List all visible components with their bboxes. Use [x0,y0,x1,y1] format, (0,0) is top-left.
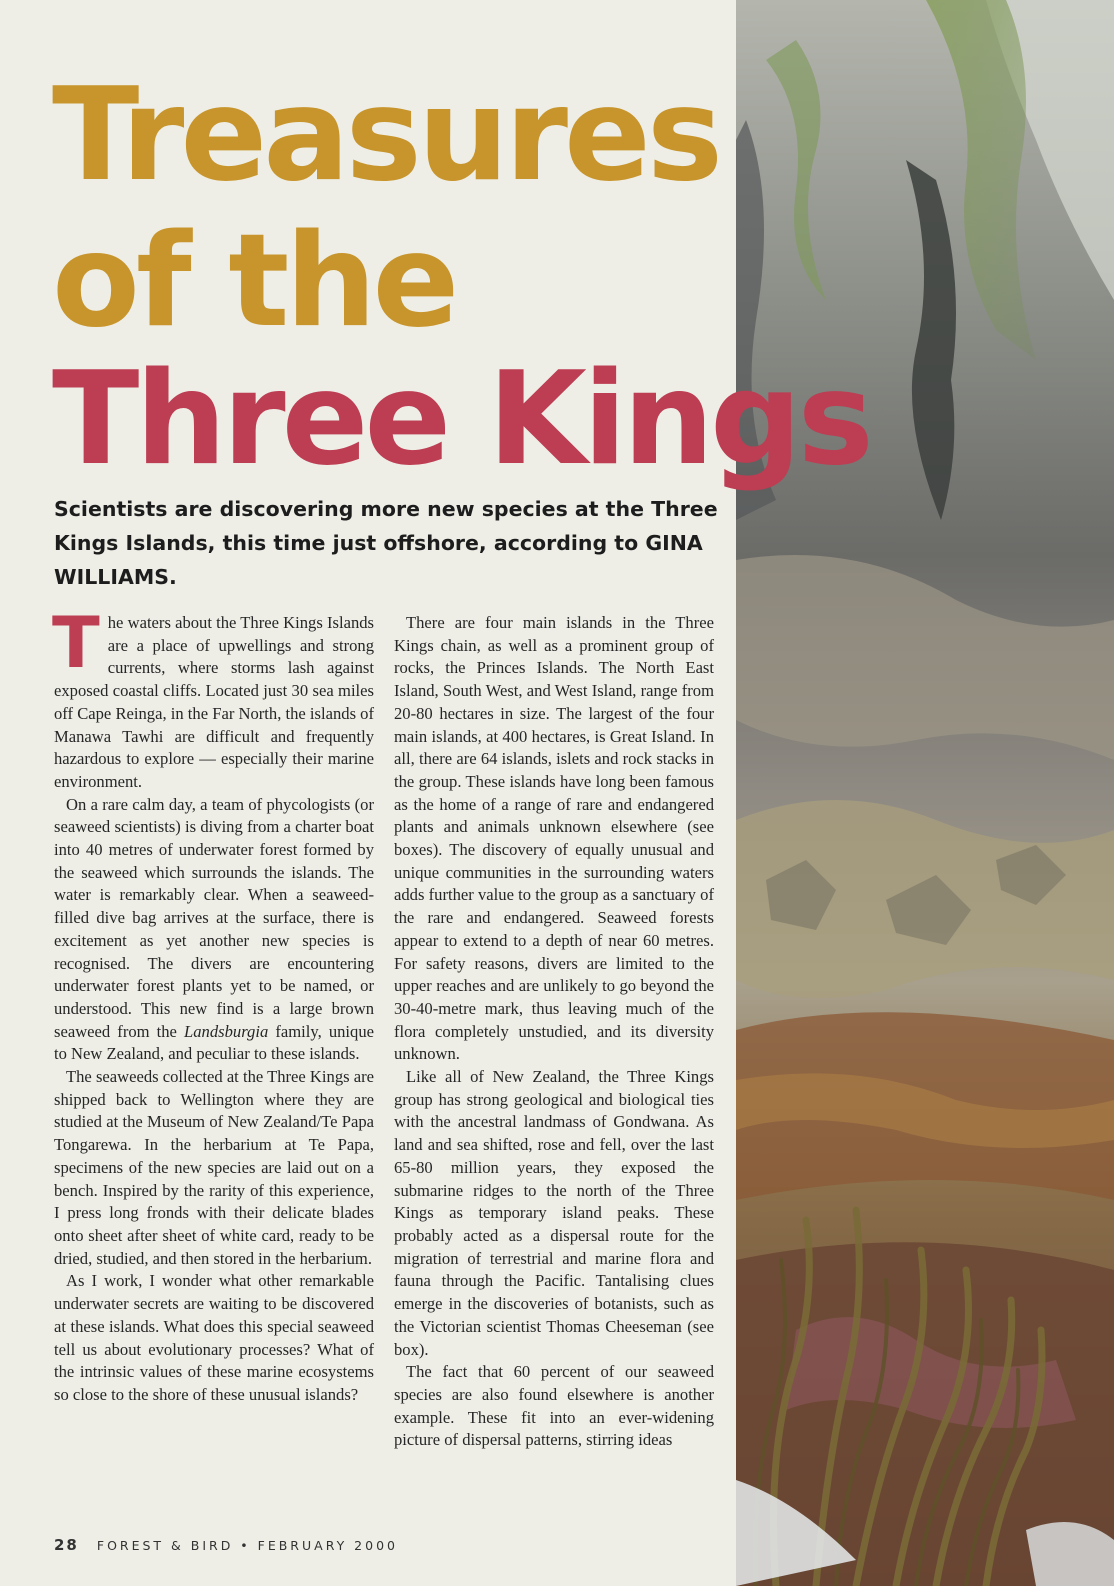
coastal-rock-seaweed-photo [736,0,1114,1586]
article-column-1 [52,602,375,1407]
genus-name: Landsburgia [184,1021,269,1041]
paragraph [54,794,374,1066]
article-deck: Scientists are discovering more new species at the Three Kings Islands, this time just offshore, according to GINA WILLIAMS. [54,497,718,589]
paragraph-text: On a rare calm day, a team of phycologists (or seaweed scientists) is diving from a charter boat into 40 metres of underwater forest formed by the seaweed which surrounds the islands. The water is remarkably clear. When a seaweed-filled dive bag arrives at the surface, there is excitement as yet another new species is recognised. The divers are encountering underwater forest plants yet to be named, or understood. This new find is a large brown seaweed from the [54,794,374,1041]
paragraph [52,602,374,794]
publication-info: FOREST & BIRD • FEBRUARY 2000 [96,1538,398,1553]
paragraph: There are four main islands in the Three Kings chain, as well as a prominent group of rocks, the Princes Islands. The North East Island, South West, and West Island, range from 20-80 hectares in size. The largest of the four main islands, at 400 hectares, is Great Island. In all, there are 64 islands, islets and rock stacks in the group. These islands have long been famous as the home of a range of rare and endangered plants and animals unknown elsewhere (see boxes). The discovery of equally unusual and unique communities in the surrounding waters adds further value to the group as a sanctuary of the rare and endangered. Seaweed forests appear to extend to a depth of near 60 metres. For safety reasons, divers are limited to the upper reaches and are unlikely to go beyond the 30-40-metre mark, thus leaving much of the flora completely unstudied, and its diversity unknown. [394,613,714,1064]
paragraph: The fact that 60 percent of our seaweed species are also found elsewhere is another example. These fit into an ever-widening picture of dispersal patterns, stirring ideas [394,1362,714,1450]
article-column-2 [394,612,714,1452]
paragraph-text: he waters about the Three Kings Islands are a place of upwellings and strong currents, where storms lash against exposed coastal cliffs. Located just 30 sea miles off Cape Reinga, in the Far North, the islands of Manawa Tawhi are difficult and frequently hazardous to explore — especially their marine environment. [54,613,374,791]
page-footer [54,1536,398,1554]
title-line-of-the: of the [52,207,456,356]
drop-cap: T [52,602,100,684]
paragraph: Like all of New Zealand, the Three Kings group has strong geological and biological ties with the ancestral landmass of Gondwana. As land and sea shifted, rose and fell, over the last 65-80 million years, they exposed the submarine ridges to the north of the Three Kings as temporary island peaks. These probably acted as a dispersal route for the migration of terrestrial and marine flora and fauna through the Pacific. Tantalising clues emerge in the discoveries of botanists, such as the Victorian scientist Thomas Cheeseman (see box). [394,1067,714,1359]
paragraph: The seaweeds collected at the Three Kings are shipped back to Wellington where they are studied at the Museum of New Zealand/Te Papa Tongarewa. In the herbarium at Te Papa, specimens of the new species are laid out on a bench. Inspired by the rarity of this experience, I press long fronds with their delicate blades onto sheet after sheet of white card, ready to be dried, studied, and then stored in the herbarium. [54,1067,374,1268]
paragraph-text: family, unique to New Zealand, and peculiar to these islands. [54,1021,375,1064]
paragraph: As I work, I wonder what other remarkable underwater secrets are waiting to be discovered at these islands. What does this special seaweed tell us about evolutionary processes? What of the intrinsic values of these marine ecosystems so close to the shore of these unusual islands? [54,1271,374,1404]
title-line-three-kings: Three Kings [52,345,870,494]
page-number: 28 [54,1536,79,1554]
title-line-treasures: Treasures [52,61,719,210]
